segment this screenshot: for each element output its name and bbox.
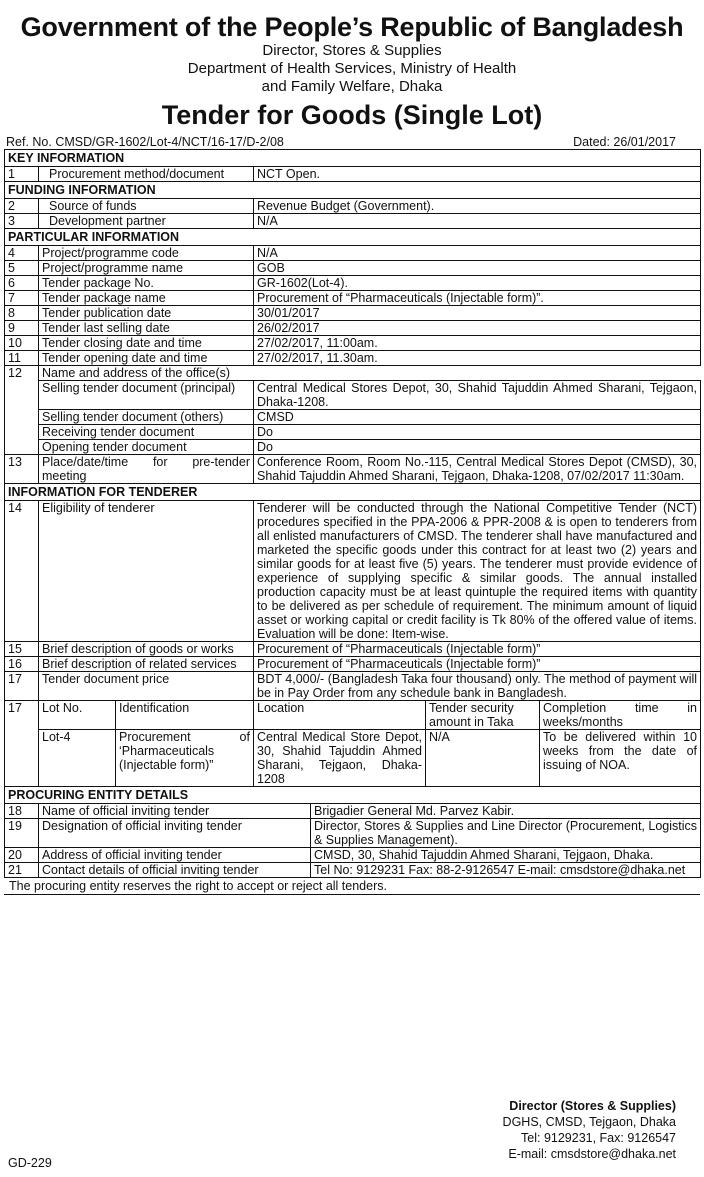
government-title: Government of the People’s Republic of Bangladesh <box>20 12 684 42</box>
lot-header: Location <box>254 701 426 730</box>
lot-header: Tender security amount in Taka <box>426 701 540 730</box>
section-particular-information: PARTICULAR INFORMATION <box>5 229 701 246</box>
table-row: 16 Brief description of related services Procurement of “Pharmaceuticals (Injectable form)” <box>5 657 701 672</box>
section-information-for-tenderer: INFORMATION FOR TENDERER <box>5 484 701 501</box>
table-row: 13 Place/date/time for pre-tender meeting Conference Room, Room No.-115, Central Medical Stores Depot (CMSD), 30, Shahid Tajuddin Ahmed Sharani, Tejgaon, Dhaka-1208, 07/02/2017 11:30am. <box>5 455 701 484</box>
section-funding-information: FUNDING INFORMATION <box>5 182 701 199</box>
lot-header: Lot No. <box>39 701 116 730</box>
signature-block <box>503 1098 676 1162</box>
lot-header: Identification <box>116 701 254 730</box>
tender-title: Tender for Goods (Single Lot) <box>161 100 543 130</box>
lot-cell: To be delivered within 10 weeks from the date of issuing of NOA. <box>540 730 701 787</box>
table-row: 17 Lot No. Identification Location Tender security amount in Taka Completion time in weeks/months <box>5 701 701 730</box>
lot-cell: Procurement of ‘Pharmaceuticals (Injectable form)” <box>116 730 254 787</box>
table-row: 9 Tender last selling date 26/02/2017 <box>5 321 701 336</box>
table-row: Selling tender document (principal) Central Medical Stores Depot, 30, Shahid Tajuddin Ahmed Sharani, Tejgaon, Dhaka-1208. <box>5 381 701 410</box>
table-row: 12 Name and address of the office(s) <box>5 366 701 381</box>
table-row: 17 Tender document price BDT 4,000/- (Bangladesh Taka four thousand) only. The method of payment will be in Pay Order from any schedule bank in Bangladesh. <box>5 672 701 701</box>
lot-cell: Central Medical Store Depot, 30, Shahid Tajuddin Ahmed Sharani, Tejgaon, Dhaka-1208 <box>254 730 426 787</box>
table-row: 8 Tender publication date 30/01/2017 <box>5 306 701 321</box>
procuring-entity-table <box>4 786 701 878</box>
reference-number: Ref. No. CMSD/GR-1602/Lot-4/NCT/16-17/D-2/08 <box>6 135 284 149</box>
table-row: 20 Address of official inviting tender CMSD, 30, Shahid Tajuddin Ahmed Sharani, Tejgaon, Dhaka. <box>5 848 701 863</box>
issuer-line-1: Director, Stores & Supplies <box>262 42 442 59</box>
table-row: 6 Tender package No. GR-1602(Lot-4). <box>5 276 701 291</box>
section-key-information: KEY INFORMATION <box>5 150 701 167</box>
table-row: Opening tender document Do <box>5 440 701 455</box>
issuer-line-3: and Family Welfare, Dhaka <box>261 78 443 95</box>
table-row: 1 Procurement method/document NCT Open. <box>5 167 701 182</box>
lot-header: Completion time in weeks/months <box>540 701 701 730</box>
dated: Dated: 26/01/2017 <box>573 135 676 149</box>
signatory-line-1: DGHS, CMSD, Tejgaon, Dhaka <box>502 1115 676 1129</box>
lot-cell: N/A <box>426 730 540 787</box>
table-row: 14 Eligibility of tenderer Tenderer will be conducted through the National Competitive Tender (NCT) procedures specified in the PPA-2006 & PPR-2008 & is open to tenderers from all enlisted manufacturers of CMSD. The tenderer shall have manufactured and marketed the specific goods under this contract for at least two (2) years and similar goods for at least five (5) years. The tenderer must provide evidence of experience of supplying specific & similar goods. The annual installed production capacity must be at least quintuple the required items with quantity to be delivered as per schedule of requirement. The minimum amount of liquid asset or working capital or credit facility is Tk 80% of the offered value of items. Evaluation will be done: Item-wise. <box>5 501 701 642</box>
table-row <box>5 730 701 787</box>
table-row: 11 Tender opening date and time 27/02/2017, 11.30am. <box>5 351 701 366</box>
table-row: 10 Tender closing date and time 27/02/2017, 11:00am. <box>5 336 701 351</box>
table-row: 21 Contact details of official inviting tender Tel No: 9129231 Fax: 88-2-9126547 E-mail: cmsdstore@dhaka.net <box>5 863 701 878</box>
issuer-line-2: Department of Health Services, Ministry of Health <box>187 60 517 77</box>
tender-table-a <box>4 149 701 701</box>
reservation-note: The procuring entity reserves the right to accept or reject all tenders. <box>4 878 700 895</box>
table-row: 2 Source of funds Revenue Budget (Government). <box>5 199 701 214</box>
table-row: 18 Name of official inviting tender Brigadier General Md. Parvez Kabir. <box>5 804 701 819</box>
reference-line <box>0 131 704 149</box>
signatory-line-2: Tel: 9129231, Fax: 9126547 <box>521 1131 676 1145</box>
table-row: 7 Tender package name Procurement of “Pharmaceuticals (Injectable form)”. <box>5 291 701 306</box>
table-row: Receiving tender document Do <box>5 425 701 440</box>
table-row: 3 Development partner N/A <box>5 214 701 229</box>
signatory-title: Director (Stores & Supplies) <box>509 1099 676 1113</box>
signatory-line-3: E-mail: cmsdstore@dhaka.net <box>508 1147 676 1161</box>
section-procuring-entity-details: PROCURING ENTITY DETAILS <box>5 787 701 804</box>
table-row: 19 Designation of official inviting tender Director, Stores & Supplies and Line Director (Procurement, Logistics & Supplies Management). <box>5 819 701 848</box>
lot-cell: Lot-4 <box>39 730 116 787</box>
table-row: Selling tender document (others) CMSD <box>5 410 701 425</box>
table-row: 5 Project/programme name GOB <box>5 261 701 276</box>
gd-code: GD-229 <box>8 1156 52 1170</box>
table-row: 15 Brief description of goods or works Procurement of “Pharmaceuticals (Injectable form)” <box>5 642 701 657</box>
document-header <box>0 0 704 131</box>
table-row: 4 Project/programme code N/A <box>5 246 701 261</box>
lot-table <box>4 700 701 787</box>
